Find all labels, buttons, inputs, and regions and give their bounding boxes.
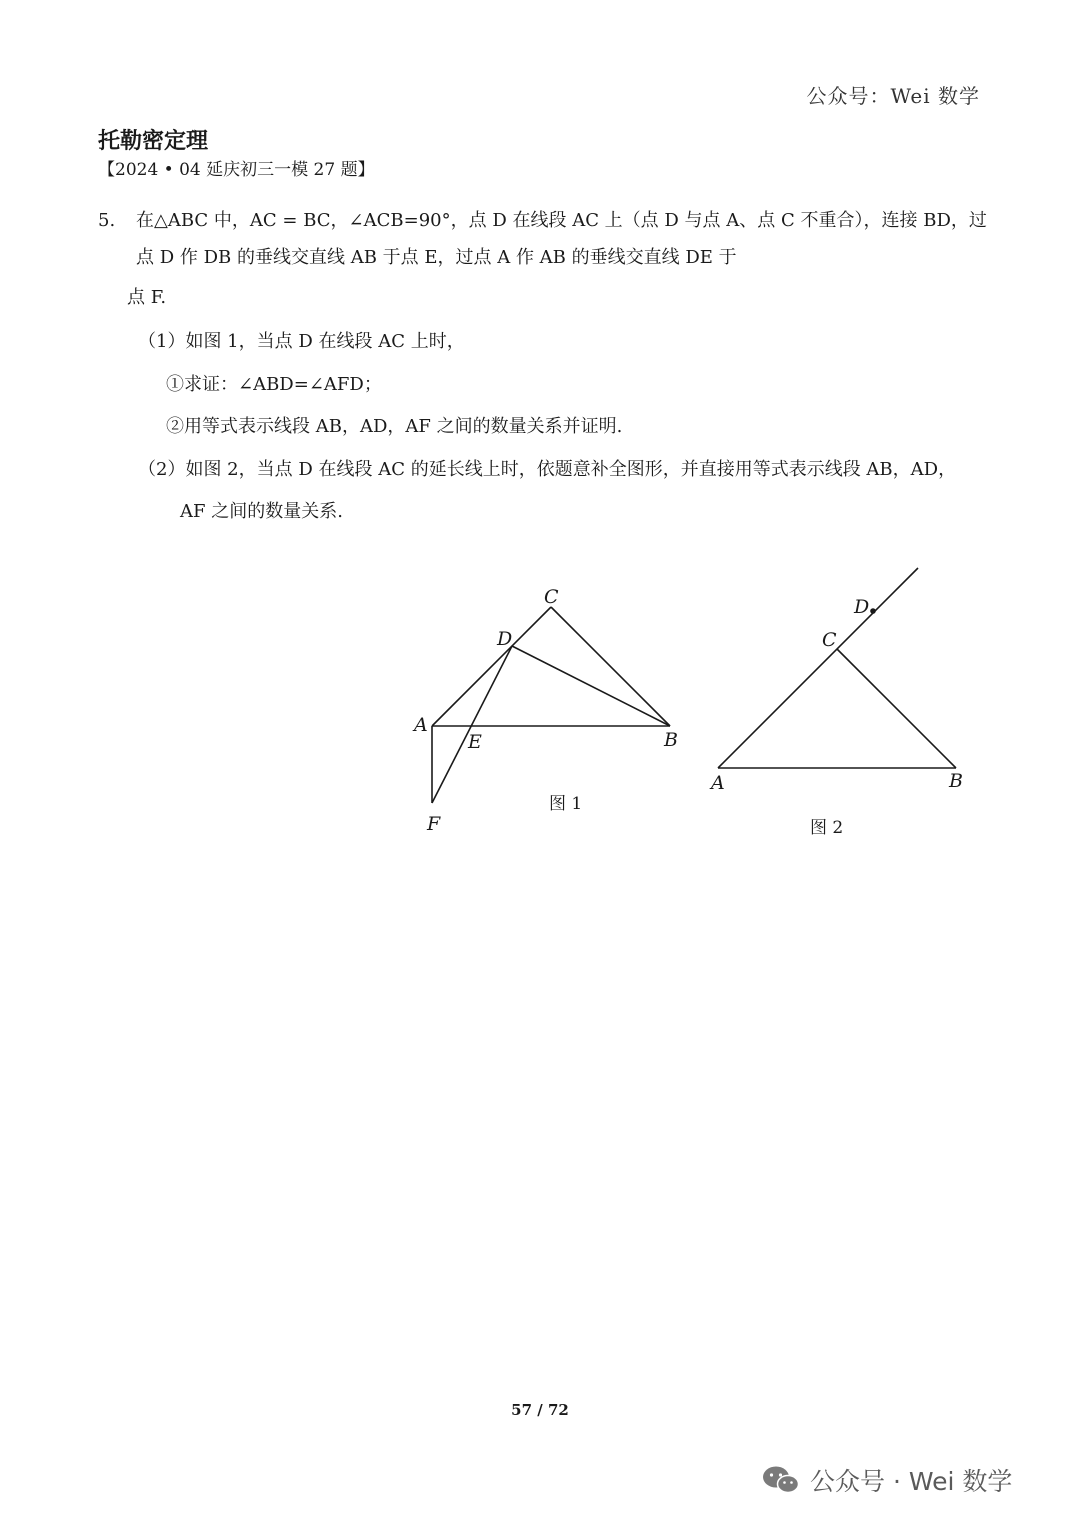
footer-brand xyxy=(762,1462,1012,1498)
segment-cb xyxy=(551,607,670,726)
footer-brand-text: 公众号 · Wei 数学 xyxy=(810,1467,1013,1496)
figure-1-caption: 图 1 xyxy=(549,794,583,814)
part-2-a: （2）如图 2，当点 D 在线段 AC 的延长线上时，依题意补全图形，并直接用等式表示线段 AB，AD， xyxy=(138,459,957,480)
question-line-2: 点 D 作 DB 的垂线交直线 AB 于点 E，过点 A 作 AB 的垂线交直线 DE 于 xyxy=(136,247,737,268)
label-b: B xyxy=(664,729,678,751)
segment-ac xyxy=(432,607,551,726)
label-c-2: C xyxy=(822,629,837,651)
part-1-b: ②用等式表示线段 AB，AD，AF 之间的数量关系并证明. xyxy=(166,416,623,437)
question-number: 5. xyxy=(98,210,116,231)
figure-1 xyxy=(412,586,678,835)
label-f: F xyxy=(427,813,441,835)
question-line-1: 在△ABC 中，AC = BC，∠ACB=90°，点 D 在线段 AC 上（点 D 与点 A、点 C 不重合），连接 BD，过 xyxy=(136,210,987,231)
label-e: E xyxy=(468,731,482,753)
header-account: 公众号：Wei 数学 xyxy=(806,84,980,108)
figure-2 xyxy=(709,568,963,838)
wechat-icon xyxy=(762,1465,800,1495)
label-d-2: D xyxy=(854,596,870,618)
part-1-a: ①求证：∠ABD=∠AFD； xyxy=(166,374,382,395)
segment-cb-2 xyxy=(837,649,956,768)
section-title: 托勒密定理 xyxy=(98,129,209,154)
part-1: （1）如图 1，当点 D 在线段 AC 上时， xyxy=(138,331,465,352)
source-tag: 【2024 • 04 延庆初三一模 27 题】 xyxy=(98,160,375,180)
point-d-dot xyxy=(870,608,876,614)
label-a-2: A xyxy=(711,772,725,794)
part-2-b: AF 之间的数量关系. xyxy=(180,501,343,522)
label-b-2: B xyxy=(949,770,963,792)
segment-ac-extended xyxy=(718,568,918,768)
segment-df xyxy=(432,646,512,803)
label-d: D xyxy=(497,628,513,650)
label-a: A xyxy=(414,714,428,736)
label-c: C xyxy=(544,586,559,608)
page-number: 57 / 72 xyxy=(511,1401,569,1419)
figure-2-caption: 图 2 xyxy=(810,818,844,838)
segment-db xyxy=(512,646,670,726)
question-line-3: 点 F. xyxy=(127,287,167,308)
